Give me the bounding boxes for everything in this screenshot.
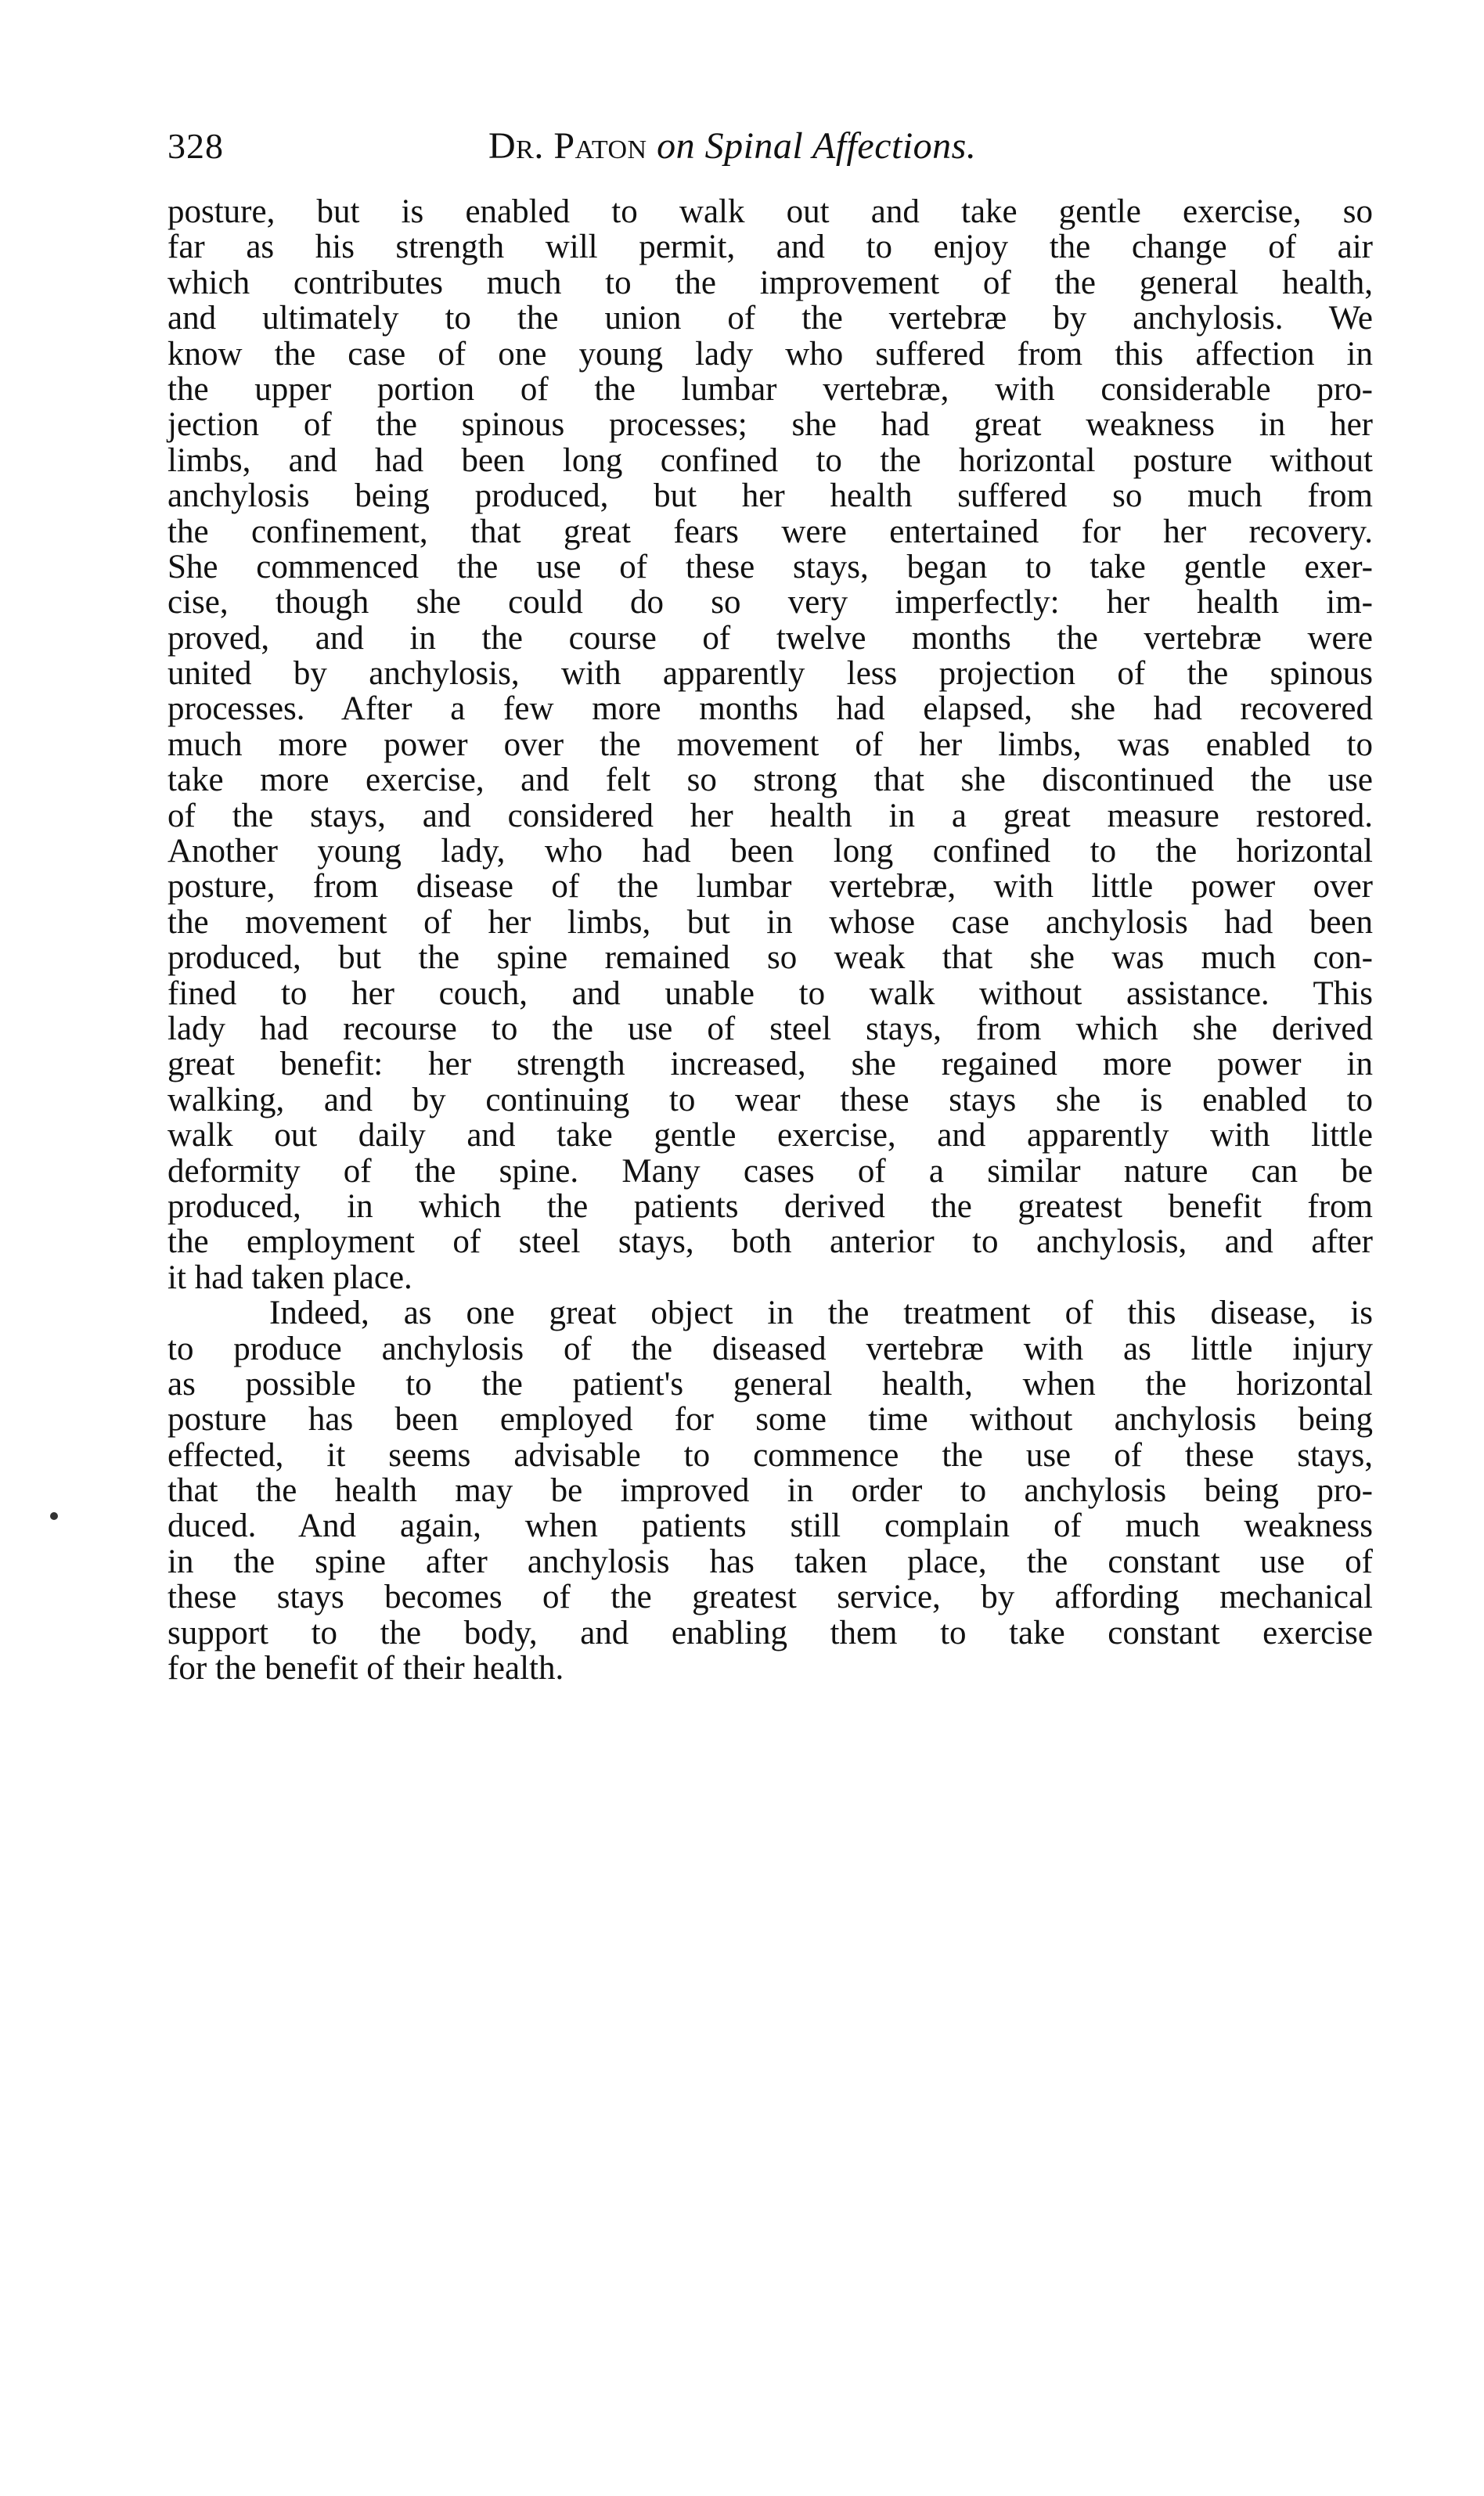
text-line: as possible to the patient's general health, when the horizontal <box>167 1365 1373 1403</box>
text-line: it had taken place. <box>167 1259 412 1296</box>
text-line: walking, and by continuing to wear these stays she is enabled to <box>167 1081 1373 1118</box>
running-title-author: Dr. Paton <box>488 125 647 167</box>
text-line: posture, from disease of the lumbar vertebræ, with little power over <box>167 868 1373 906</box>
text-line: processes. After a few more months had elapsed, she had recovered <box>167 690 1373 728</box>
text-line: to produce anchylosis of the diseased vertebræ with as little injury <box>167 1330 1373 1367</box>
text-line: that the health may be improved in order to anchylosis being pro- <box>167 1472 1373 1510</box>
margin-speck <box>50 1512 58 1520</box>
text-line: cise, though she could do so very imperfectly: her health im- <box>167 584 1373 621</box>
text-line: posture has been employed for some time without anchylosis being <box>167 1401 1373 1439</box>
text-line: produced, but the spine remained so weak that she was much con- <box>167 939 1373 977</box>
text-line: of the stays, and considered her health in a great measure restored. <box>167 797 1373 834</box>
text-line: anchylosis being produced, but her health suffered so much from <box>167 477 1373 515</box>
text-line: support to the body, and enabling them to take constant exercise <box>167 1614 1373 1651</box>
text-line: which contributes much to the improvement of the general health, <box>167 264 1373 301</box>
text-line: the confinement, that great fears were entertained for her recovery. <box>167 513 1373 550</box>
text-line: She commenced the use of these stays, began to take gentle exer- <box>167 548 1373 585</box>
text-line: produced, in which the patients derived the greatest benefit from <box>167 1187 1373 1225</box>
text-line: jection of the spinous processes; she had great weakness in her <box>167 406 1373 444</box>
text-line: the movement of her limbs, but in whose case anchylosis had been <box>167 903 1373 941</box>
body-text <box>167 194 1373 1686</box>
running-head <box>167 119 1376 174</box>
text-line: the upper portion of the lumbar vertebræ, with considerable pro- <box>167 370 1373 408</box>
text-line: know the case of one young lady who suffered from this affection in <box>167 335 1373 373</box>
text-line: lady had recourse to the use of steel stays, from which she derived <box>167 1010 1373 1047</box>
text-line: united by anchylosis, with apparently less projection of the spinous <box>167 655 1373 693</box>
text-line: the employment of steel stays, both anterior to anchylosis, and after <box>167 1223 1373 1261</box>
text-line: effected, it seems advisable to commence the use of these stays, <box>167 1436 1373 1474</box>
text-line: great benefit: her strength increased, she regained more power in <box>167 1046 1373 1083</box>
text-line: these stays becomes of the greatest service, by affording mechanical <box>167 1579 1373 1616</box>
page-number: 328 <box>167 126 224 166</box>
text-line: much more power over the movement of her limbs, was enabled to <box>167 726 1373 763</box>
text-line: posture, but is enabled to walk out and take gentle exercise, so <box>167 193 1373 230</box>
text-line: Another young lady, who had been long confined to the horizontal <box>167 833 1373 870</box>
text-line: deformity of the spine. Many cases of a similar nature can be <box>167 1152 1373 1190</box>
text-line: take more exercise, and felt so strong that she discontinued the use <box>167 762 1373 799</box>
text-line: for the benefit of their health. <box>167 1650 564 1687</box>
text-line: in the spine after anchylosis has taken place, the constant use of <box>167 1543 1373 1580</box>
running-title-subject: on Spinal Affections. <box>647 125 977 167</box>
text-line: far as his strength will permit, and to enjoy the change of air <box>167 229 1373 266</box>
text-line: proved, and in the course of twelve months the vertebræ were <box>167 619 1373 657</box>
text-line: duced. And again, when patients still complain of much weakness <box>167 1507 1373 1545</box>
paragraph-first-line: Indeed, as one great object in the treatment of this disease, is <box>269 1295 1373 1332</box>
text-line: limbs, and had been long confined to the horizontal posture without <box>167 441 1373 479</box>
text-line: fined to her couch, and unable to walk without assistance. This <box>167 974 1373 1012</box>
running-title <box>488 119 976 174</box>
text-line: and ultimately to the union of the vertebræ by anchylosis. We <box>167 300 1373 337</box>
text-line: walk out daily and take gentle exercise, and apparently with little <box>167 1117 1373 1154</box>
